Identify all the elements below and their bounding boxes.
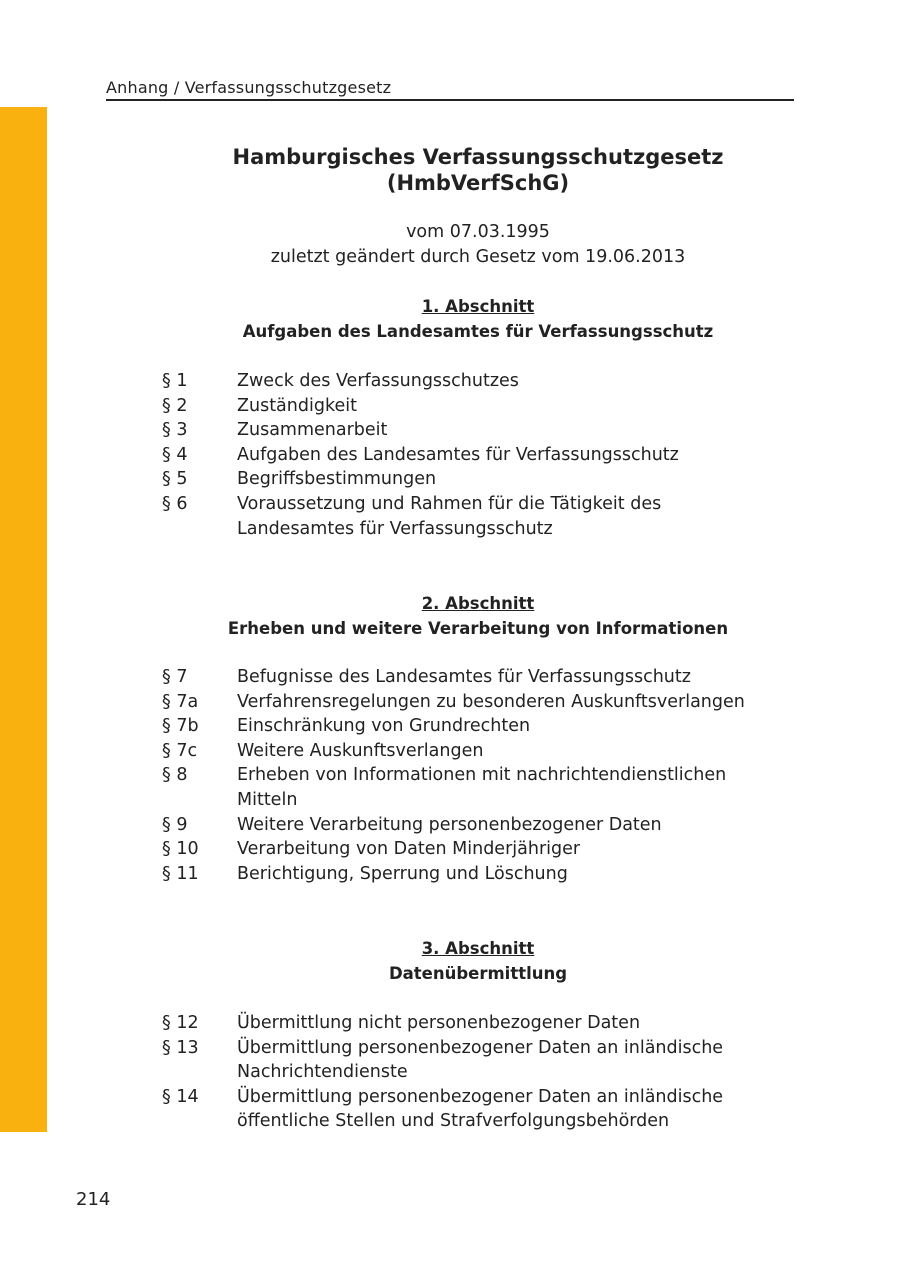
- paragraph-title: Übermittlung personenbezogener Daten an inländische öffentliche Stellen und Strafverfolgungsbehörden: [237, 1086, 724, 1132]
- section-name: Erheben und weitere Verarbeitung von Informationen: [227, 619, 729, 638]
- list-item: [162, 394, 812, 419]
- section-name: Datenübermittlung: [388, 964, 568, 983]
- paragraph-title: Verarbeitung von Daten Minderjähriger: [237, 839, 581, 860]
- paragraph-title: Erheben von Informationen mit nachrichtendienstlichen Mitteln: [237, 765, 727, 810]
- paragraph-number: § 7b: [162, 716, 199, 737]
- paragraph-title: Weitere Auskunftsverlangen: [237, 740, 484, 761]
- paragraph-number: § 2: [162, 395, 188, 416]
- section-heading-2: [106, 591, 850, 641]
- page-number: 214: [76, 1189, 111, 1210]
- list-item: [162, 714, 812, 739]
- paragraph-title: Weitere Verarbeitung personenbezogener Daten: [237, 814, 662, 835]
- paragraph-number: § 12: [162, 1013, 199, 1033]
- paragraph-number: § 3: [162, 420, 188, 441]
- section-number: 2. Abschnitt: [421, 594, 535, 613]
- paragraph-title: Begriffsbestimmungen: [237, 469, 437, 490]
- list-item: [162, 492, 812, 541]
- paragraph-number: § 14: [162, 1086, 199, 1107]
- paragraph-title: Zweck des Verfassungsschutzes: [237, 371, 519, 391]
- paragraph-title: Verfahrensregelungen zu besonderen Auskunftsverlangen: [237, 691, 745, 712]
- section-number: 3. Abschnitt: [421, 939, 535, 958]
- law-title: [106, 144, 850, 196]
- paragraph-number: § 6: [162, 493, 188, 514]
- paragraph-number: § 9: [162, 814, 188, 835]
- list-item: [162, 443, 812, 468]
- list-item: [162, 418, 812, 443]
- paragraph-title: Zuständigkeit: [237, 395, 357, 416]
- paragraph-number: § 4: [162, 444, 188, 465]
- list-item: [162, 763, 812, 812]
- list-item: [162, 665, 812, 690]
- amended-line: zuletzt geändert durch Gesetz vom 19.06.2013: [270, 247, 686, 267]
- law-title-line-2: (HmbVerfSchG): [386, 171, 570, 195]
- list-item: [162, 1011, 812, 1036]
- list-item: [162, 467, 812, 492]
- paragraph-number: § 7c: [162, 740, 198, 761]
- section-3-entries: [162, 1011, 812, 1134]
- list-item: [162, 369, 812, 394]
- paragraph-number: § 13: [162, 1037, 199, 1058]
- paragraph-number: § 7: [162, 667, 188, 687]
- list-item: [162, 1085, 812, 1134]
- running-head: Anhang / Verfassungsschutzgesetz: [106, 77, 794, 101]
- section-number: 1. Abschnitt: [421, 297, 535, 316]
- paragraph-title: Einschränkung von Grundrechten: [237, 716, 531, 737]
- paragraph-title: Zusammenarbeit: [237, 420, 388, 441]
- yellow-side-bar: [0, 107, 47, 1132]
- list-item: [162, 690, 812, 715]
- paragraph-title: Übermittlung nicht personenbezogener Daten: [237, 1013, 641, 1033]
- list-item: [162, 862, 812, 887]
- date-line: vom 07.03.1995: [406, 222, 550, 242]
- paragraph-number: § 5: [162, 469, 188, 490]
- paragraph-title: Berichtigung, Sperrung und Löschung: [237, 863, 568, 884]
- paragraph-number: § 10: [162, 839, 199, 860]
- list-item: [162, 813, 812, 838]
- list-item: [162, 837, 812, 862]
- law-dates: [106, 220, 850, 270]
- list-item: [162, 1036, 812, 1085]
- paragraph-title: Befugnisse des Landesamtes für Verfassungsschutz: [237, 667, 691, 687]
- paragraph-number: § 8: [162, 765, 188, 786]
- paragraph-title: Übermittlung personenbezogener Daten an inländische Nachrichtendienste: [237, 1037, 724, 1083]
- list-item: [162, 739, 812, 764]
- section-2-entries: [162, 665, 812, 886]
- paragraph-number: § 1: [162, 371, 188, 391]
- paragraph-title: Voraussetzung und Rahmen für die Tätigkeit des Landesamtes für Verfassungsschutz: [237, 493, 662, 539]
- paragraph-title: Aufgaben des Landesamtes für Verfassungsschutz: [237, 444, 679, 465]
- section-1-entries: [162, 369, 812, 541]
- paragraph-number: § 11: [162, 863, 199, 884]
- section-heading-3: [106, 936, 850, 986]
- paragraph-number: § 7a: [162, 691, 199, 712]
- section-heading-1: [106, 294, 850, 344]
- section-name: Aufgaben des Landesamtes für Verfassungsschutz: [242, 322, 714, 341]
- law-title-line-1: Hamburgisches Verfassungsschutzgesetz: [232, 145, 724, 169]
